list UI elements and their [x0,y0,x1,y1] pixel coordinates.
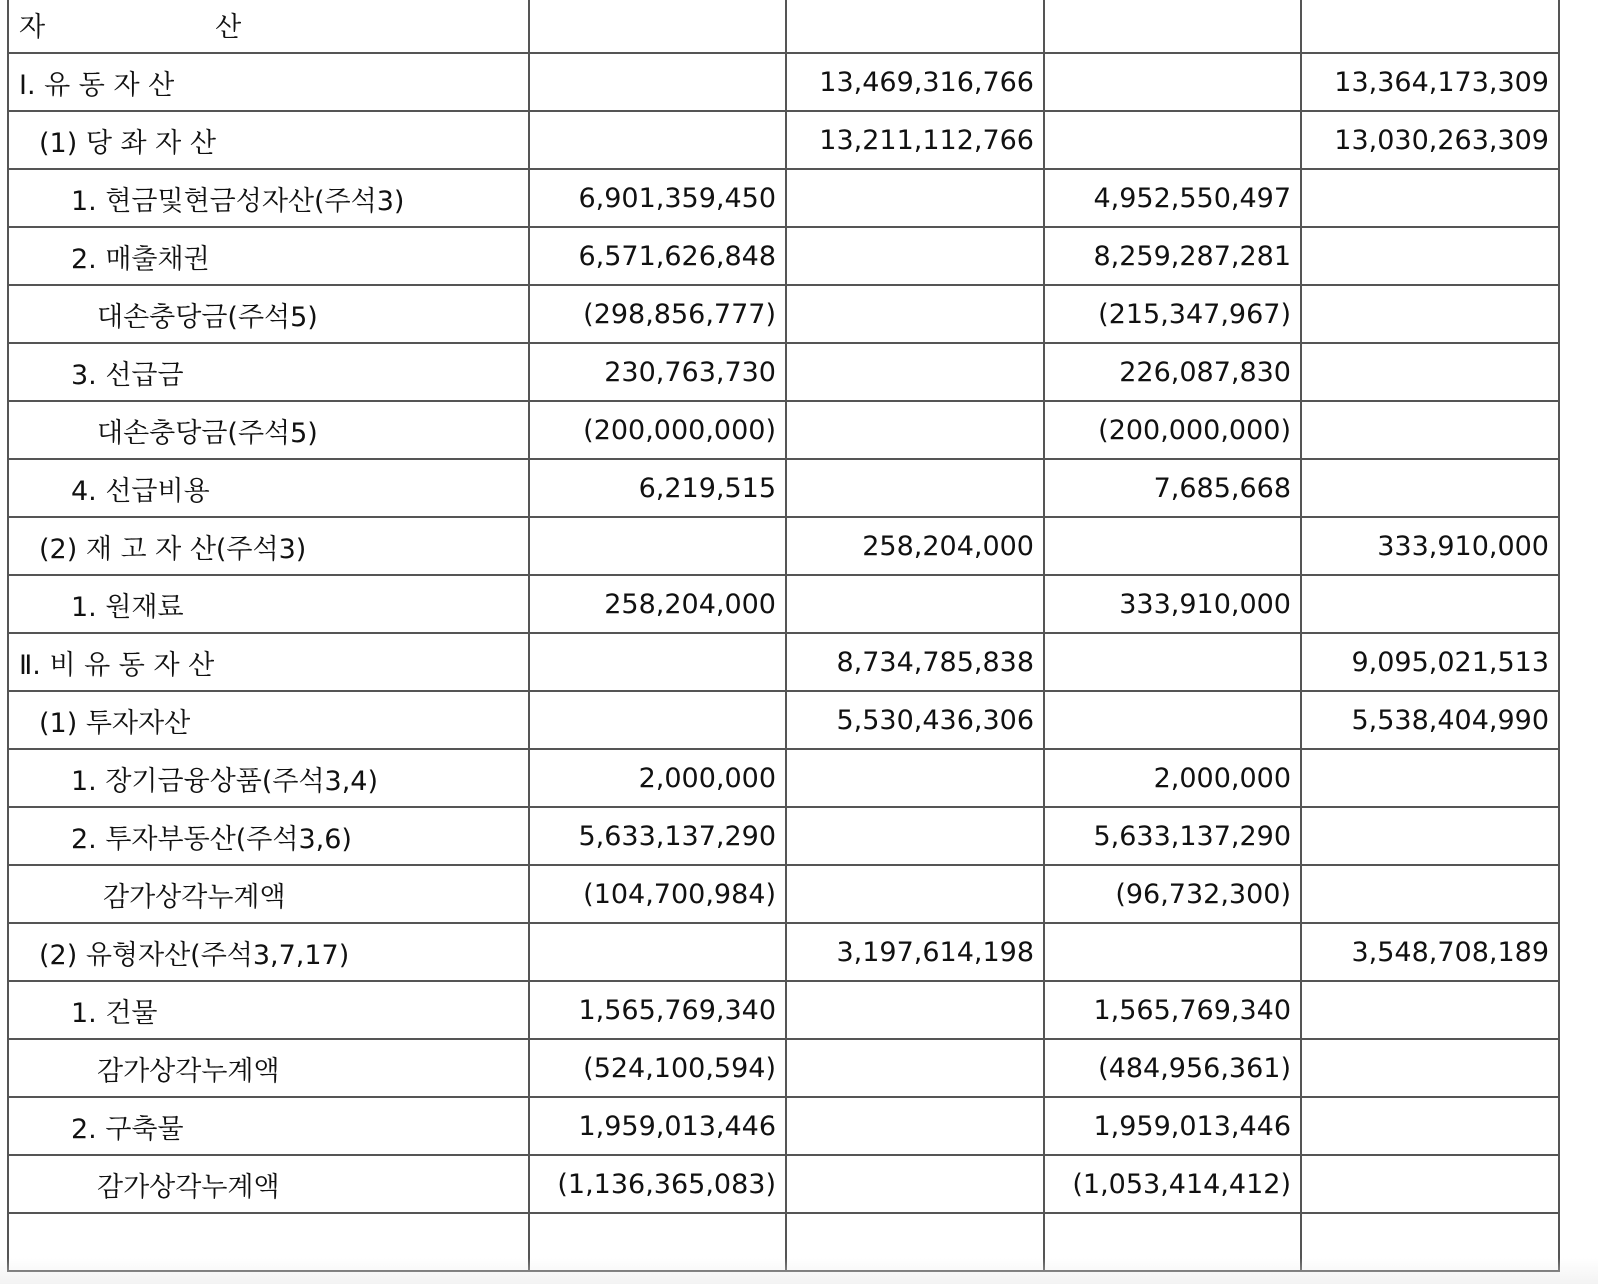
amount-cell-c4: 333,910,000 [1301,517,1559,575]
amount-cell-c3: (200,000,000) [1044,401,1301,459]
table-row [8,749,1559,807]
amount-cell-c1: (1,136,365,083) [529,1155,786,1213]
empty-cell [8,1213,529,1271]
amount-cell-c4 [1301,459,1559,517]
amount-cell-c3: (215,347,967) [1044,285,1301,343]
amount-cell-c1: (524,100,594) [529,1039,786,1097]
table-row [8,517,1559,575]
table-row [8,923,1559,981]
amount-cell-c4 [1301,1039,1559,1097]
header-row [8,0,1559,53]
amount-cell-c2 [786,1097,1044,1155]
amount-cell-c2 [786,227,1044,285]
amount-cell-c2 [786,575,1044,633]
amount-cell-c2: 13,469,316,766 [786,53,1044,111]
amount-cell-c4 [1301,401,1559,459]
table-row [8,169,1559,227]
amount-cell-c3: 7,685,668 [1044,459,1301,517]
amount-cell-c2 [786,1155,1044,1213]
amount-cell-c4 [1301,227,1559,285]
amount-cell-c3 [1044,53,1301,111]
amount-cell-c1: 2,000,000 [529,749,786,807]
amount-cell-c2: 3,197,614,198 [786,923,1044,981]
row-label: 1. 건물 [8,981,529,1039]
table-row [8,401,1559,459]
amount-cell-c3: 2,000,000 [1044,749,1301,807]
table-row [8,1155,1559,1213]
amount-cell-c3: 1,959,013,446 [1044,1097,1301,1155]
amount-cell-c1: 6,901,359,450 [529,169,786,227]
row-label: 2. 투자부동산(주석3,6) [8,807,529,865]
row-label: 대손충당금(주석5) [8,401,529,459]
amount-cell-c3: 333,910,000 [1044,575,1301,633]
empty-cell [529,1213,786,1271]
empty-cell [1044,1213,1301,1271]
row-label: 1. 원재료 [8,575,529,633]
row-label: Ⅰ. 유 동 자 산 [8,53,529,111]
amount-cell-c1: (298,856,777) [529,285,786,343]
amount-cell-c4 [1301,981,1559,1039]
header-right: 산 [215,11,242,43]
table-row [8,111,1559,169]
amount-cell-c4 [1301,169,1559,227]
empty-cell [786,1213,1044,1271]
empty-cell [1301,1213,1559,1271]
row-label: 대손충당금(주석5) [8,285,529,343]
table-row [8,691,1559,749]
table-row [8,343,1559,401]
row-label: (2) 재 고 자 산(주석3) [8,517,529,575]
amount-cell-c1: (104,700,984) [529,865,786,923]
amount-cell-c1 [529,111,786,169]
amount-cell-c4 [1301,1097,1559,1155]
amount-cell-c4: 13,364,173,309 [1301,53,1559,111]
amount-cell-c1: 258,204,000 [529,575,786,633]
amount-cell-c3: 8,259,287,281 [1044,227,1301,285]
amount-cell-c4: 3,548,708,189 [1301,923,1559,981]
amount-cell-c4 [1301,1155,1559,1213]
amount-cell-c1 [529,517,786,575]
row-label: 1. 현금및현금성자산(주석3) [8,169,529,227]
amount-cell-c2 [786,343,1044,401]
header-cell [1044,0,1301,53]
amount-cell-c2 [786,401,1044,459]
amount-cell-c1: 5,633,137,290 [529,807,786,865]
amount-cell-c1: (200,000,000) [529,401,786,459]
row-label: 감가상각누계액 [8,1039,529,1097]
row-label: 2. 매출채권 [8,227,529,285]
amount-cell-c4: 13,030,263,309 [1301,111,1559,169]
amount-cell-c2 [786,1039,1044,1097]
row-label: 1. 장기금융상품(주석3,4) [8,749,529,807]
amount-cell-c3: 226,087,830 [1044,343,1301,401]
row-label: 감가상각누계액 [8,1155,529,1213]
amount-cell-c4 [1301,575,1559,633]
amount-cell-c1: 6,571,626,848 [529,227,786,285]
amount-cell-c1: 230,763,730 [529,343,786,401]
amount-cell-c1 [529,923,786,981]
row-label: Ⅱ. 비 유 동 자 산 [8,633,529,691]
amount-cell-c2: 5,530,436,306 [786,691,1044,749]
amount-cell-c3 [1044,923,1301,981]
amount-cell-c3 [1044,111,1301,169]
amount-cell-c2 [786,285,1044,343]
table-row [8,1213,1559,1271]
amount-cell-c3: (1,053,414,412) [1044,1155,1301,1213]
row-label: (2) 유형자산(주석3,7,17) [8,923,529,981]
amount-cell-c2: 8,734,785,838 [786,633,1044,691]
amount-cell-c3: (96,732,300) [1044,865,1301,923]
amount-cell-c4 [1301,807,1559,865]
header-cell [529,0,786,53]
amount-cell-c1 [529,53,786,111]
amount-cell-c1 [529,633,786,691]
amount-cell-c2 [786,169,1044,227]
amount-cell-c3: 4,952,550,497 [1044,169,1301,227]
table-row [8,865,1559,923]
row-label: (1) 당 좌 자 산 [8,111,529,169]
amount-cell-c2: 13,211,112,766 [786,111,1044,169]
amount-cell-c4 [1301,865,1559,923]
amount-cell-c3: (484,956,361) [1044,1039,1301,1097]
amount-cell-c3 [1044,517,1301,575]
amount-cell-c3 [1044,633,1301,691]
table-row [8,53,1559,111]
amount-cell-c3 [1044,691,1301,749]
table-row [8,1039,1559,1097]
amount-cell-c1 [529,691,786,749]
table-row [8,1097,1559,1155]
table-row [8,981,1559,1039]
amount-cell-c2 [786,865,1044,923]
table-row [8,227,1559,285]
header-left: 자 [19,11,46,43]
amount-cell-c4: 5,538,404,990 [1301,691,1559,749]
amount-cell-c2 [786,981,1044,1039]
amount-cell-c2 [786,807,1044,865]
amount-cell-c4 [1301,749,1559,807]
header-label-cell [8,0,529,53]
amount-cell-c4 [1301,285,1559,343]
row-label: (1) 투자자산 [8,691,529,749]
row-label: 4. 선급비용 [8,459,529,517]
table-row [8,633,1559,691]
amount-cell-c3: 1,565,769,340 [1044,981,1301,1039]
amount-cell-c2 [786,459,1044,517]
row-label: 감가상각누계액 [8,865,529,923]
table-row [8,807,1559,865]
amount-cell-c2: 258,204,000 [786,517,1044,575]
amount-cell-c1: 1,959,013,446 [529,1097,786,1155]
amount-cell-c1: 1,565,769,340 [529,981,786,1039]
table-row [8,459,1559,517]
header-cell [786,0,1044,53]
table-row [8,285,1559,343]
amount-cell-c4: 9,095,021,513 [1301,633,1559,691]
balance-sheet-table [7,0,1560,1272]
amount-cell-c3: 5,633,137,290 [1044,807,1301,865]
amount-cell-c4 [1301,343,1559,401]
amount-cell-c2 [786,749,1044,807]
header-cell [1301,0,1559,53]
row-label: 2. 구축물 [8,1097,529,1155]
table-row [8,575,1559,633]
row-label: 3. 선급금 [8,343,529,401]
amount-cell-c1: 6,219,515 [529,459,786,517]
